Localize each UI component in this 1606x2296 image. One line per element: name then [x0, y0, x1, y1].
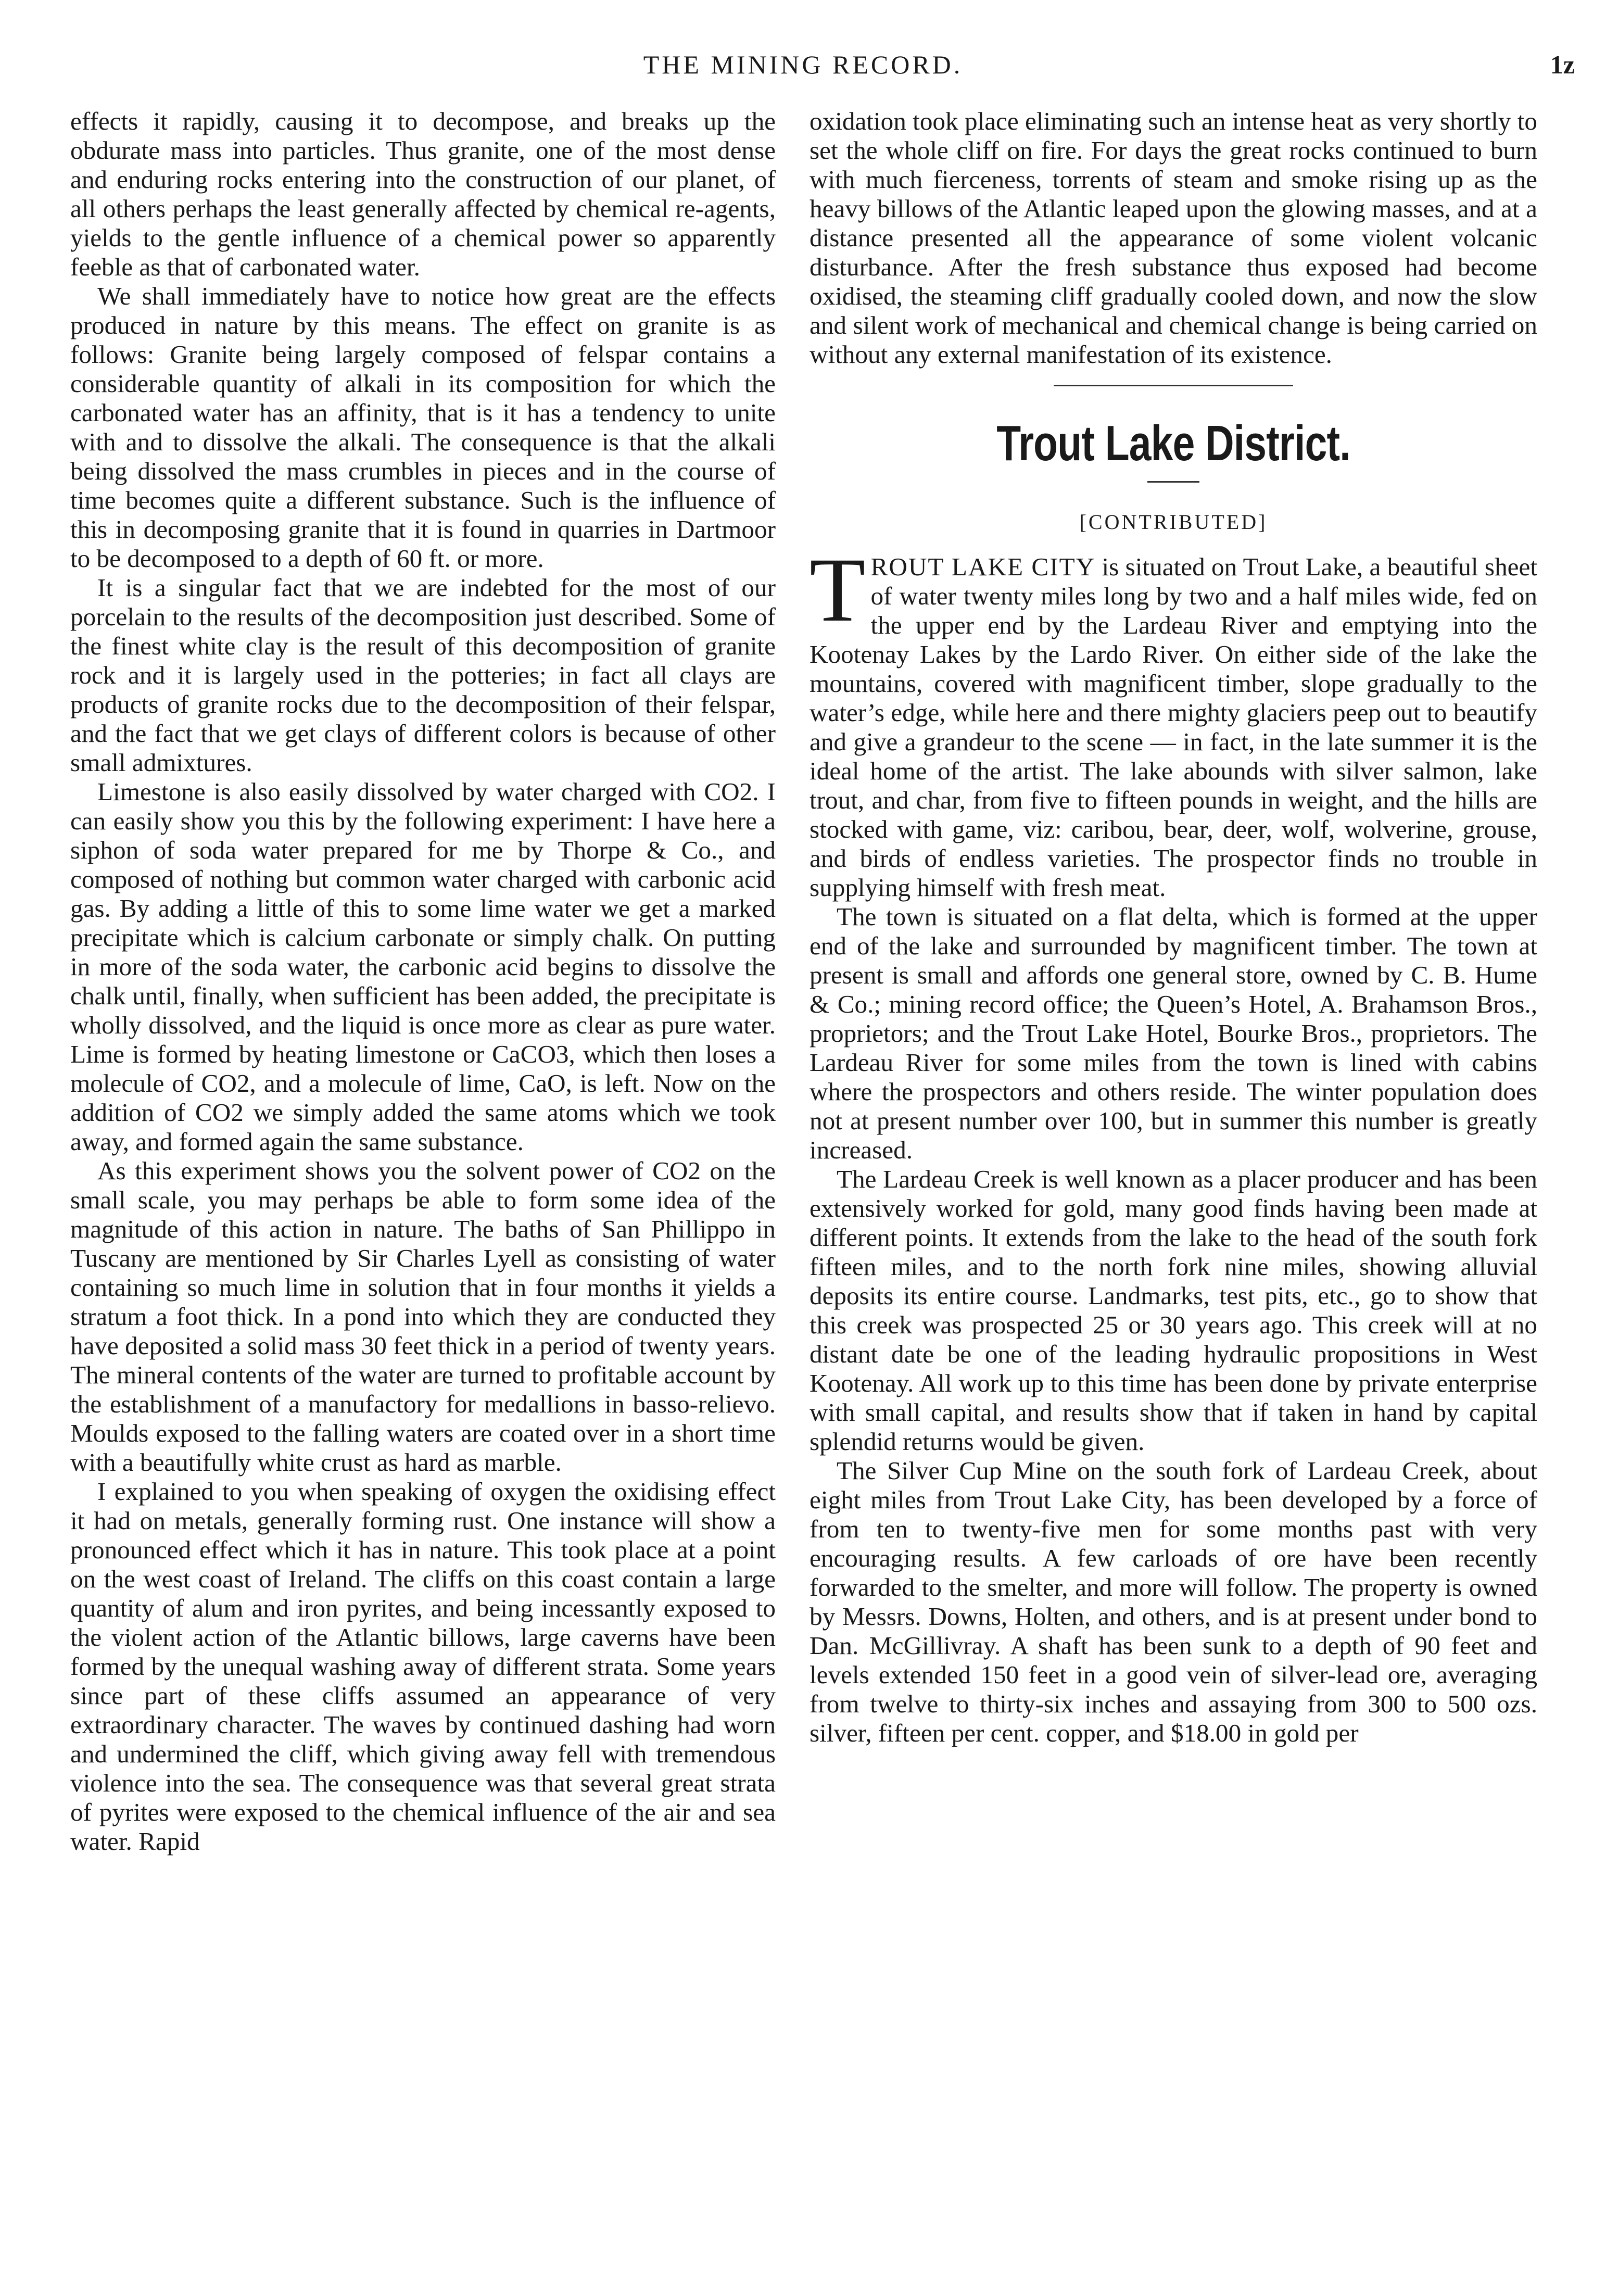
paragraph: We shall immediately have to notice how great are the effects produced in nature by this means. The effect on granite is as follows: Granite being largely composed of felspar contains a considerable quantity of alkali in its composition for which the carbonated water has an affinity, that is it has a tendency to unite with and to dissolve the alkali. The consequence is that the alkali being dissolved the mass crumbles in pieces and in the course of time becomes quite a different substance. Such is the influence of this in decomposing granite that it is found in quarries in Dartmoor to be decomposed to a depth of 60 ft. or more.	[70, 282, 776, 573]
paragraph: I explained to you when speaking of oxygen the oxidising effect it had on metals, generally forming rust. One instance will show a pronounced effect which it has in nature. This took place at a point on the west coast of Ireland. The cliffs on this coast contain a large quantity of alum and iron pyrites, and being incessantly exposed to the violent action of the Atlantic billows, large caverns have been formed by the unequal washing away of different strata. Some years since part of these cliffs assumed an appearance of very extraordinary character. The waves by continued dashing had worn and undermined the cliff, which giving away fell with tremendous violence into the sea. The consequence was that several great strata of pyrites were exposed to the chemical influence of the air and sea water. Rapid	[70, 1477, 776, 1856]
right-column	[810, 107, 1537, 1748]
lead-caps: ROUT LAKE CITY	[870, 552, 1096, 581]
paragraph: As this experiment shows you the solvent power of CO2 on the small scale, you may perhaps be able to form some idea of the magnitude of this action in nature. The baths of San Phillippo in Tuscany are mentioned by Sir Charles Lyell as consisting of water containing so much lime in solution that in four months it yields a stratum a foot thick. In a pond into which they are conducted they have deposited a solid mass 30 feet thick in a period of twenty years. The mineral contents of the water are turned to profitable account by the establishment of a manufactory for medallions in basso-relievo. Moulds exposed to the falling waters are coated over in a short time with a beautifully white crust as hard as marble.	[70, 1156, 776, 1477]
continued-paragraph: oxidation took place eliminating such an intense heat as very shortly to set the whole cliff on fire. For days the great rocks continued to burn with much fierceness, torrents of steam and smoke rising up as the heavy billows of the Atlantic leaped upon the glowing masses, and at a distance presented all the appearance of some violent volcanic disturbance. After the fresh substance thus exposed had become oxidised, the steaming cliff gradually cooled down, and now the slow and silent work of mechanical and chemical change is being carried on without any external manifestation of its existence.	[810, 107, 1537, 369]
paragraph: The Lardeau Creek is well known as a placer producer and has been extensively worked for gold, many good finds having been made at different points. It extends from the lake to the head of the south fork fifteen miles, and to the north fork nine miles, showing alluvial deposits its entire course. Landmarks, test pits, etc., go to show that this creek was prospected 25 or 30 years ago. This creek will at no distant date be one of the leading hydraulic propositions in West Kootenay. All work up to this time has been done by private enterprise with small capital, and results show that if taken in hand by capital splendid returns would be given.	[810, 1165, 1537, 1456]
paragraph: It is a singular fact that we are indebted for the most of our porcelain to the results of the decomposition just described. Some of the finest white clay is the result of this decomposition of granite rock and it is largely used in the potteries; in fact all clays are products of granite rocks due to the decomposition of their felspar, and the fact that we get clays of different colors is because of other small admixtures.	[70, 573, 776, 777]
article-title: Trout Lake District.	[996, 415, 1350, 471]
left-column	[70, 107, 776, 1856]
section-divider	[1054, 385, 1293, 386]
paragraph: The Silver Cup Mine on the south fork of Lardeau Creek, about eight miles from Trout Lake City, has been developed by a force of from ten to twenty-five men for some months past with very encouraging results. A few carloads of ore have been recently forwarded to the smelter, and more will follow. The property is owned by Messrs. Downs, Holten, and others, and is at present under bond to Dan. McGillivray. A shaft has been sunk to a depth of 90 feet and levels extended 150 feet in a good vein of silver-lead ore, averaging from twelve to thirty-six inches and assaying from 300 to 500 ozs. silver, fifteen per cent. copper, and $18.00 in gold per	[810, 1456, 1537, 1747]
page-number: 1z	[1550, 50, 1575, 79]
paragraph: The town is situated on a flat delta, which is formed at the upper end of the lake and surrounded by magnificent timber. The town at present is small and affords one general store, owned by C. B. Hume & Co.; mining record office; the Queen’s Hotel, A. Brahamson Bros., proprietors; and the Trout Lake Hotel, Bourke Bros., proprietors. The Lardeau River for some miles from the town is lined with cabins where the prospectors and others reside. The winter population does not at present number over 100, but in summer this number is greatly increased.	[810, 902, 1537, 1164]
lead-paragraph	[810, 539, 1537, 902]
title-underline	[1147, 481, 1199, 483]
article-byline: [CONTRIBUTED]	[1079, 510, 1268, 534]
paragraph: effects it rapidly, causing it to decompose, and breaks up the obdurate mass into particles. Thus granite, one of the most dense and enduring rocks entering into the construction of our planet, of all others perhaps the least generally affected by chemical re-agents, yields to the gentle influence of a chemical power so apparently feeble as that of carbonated water.	[70, 107, 776, 281]
paragraph: Limestone is also easily dissolved by water charged with CO2. I can easily show you this by the following experiment: I have here a siphon of soda water prepared for me by Thorpe & Co., and composed of nothing but common water charged with carbonic acid gas. By adding a little of this to some lime water we get a marked precipitate which is calcium carbonate or simply chalk. On putting in more of the soda water, the carbonic acid begins to dissolve the chalk until, finally, when sufficient has been added, the precipitate is wholly dissolved, and the liquid is once more as clear as pure water. Lime is formed by heating limestone or CaCO3, which then loses a molecule of CO2, and a molecule of lime, CaO, is left. Now on the addition of CO2 we simply added the same atoms which we took away, and formed again the same substance.	[70, 777, 776, 1156]
lead-text: is situated on Trout Lake, a beautiful sheet of water twenty miles long by two and a half miles wide, fed on the upper end by the Lardeau River and emptying into the Kootenay Lakes by the Lardo River. On either side of the lake the mountains, covered with magnificent timber, slope gradually to the water’s edge, while here and there mighty glaciers peep out to beautify and give a grandeur to the scene — in fact, in the late summer it is the ideal home of the artist. The lake abounds with silver salmon, lake trout, and char, from five to fifteen pounds in weight, and the hills are stocked with game, viz: caribou, bear, deer, wolf, wolverine, grouse, and birds of endless varieties. The prospector finds no trouble in supplying himself with fresh meat.	[810, 552, 1537, 902]
running-head: THE MINING RECORD.	[643, 50, 963, 79]
drop-cap: T	[810, 539, 866, 641]
